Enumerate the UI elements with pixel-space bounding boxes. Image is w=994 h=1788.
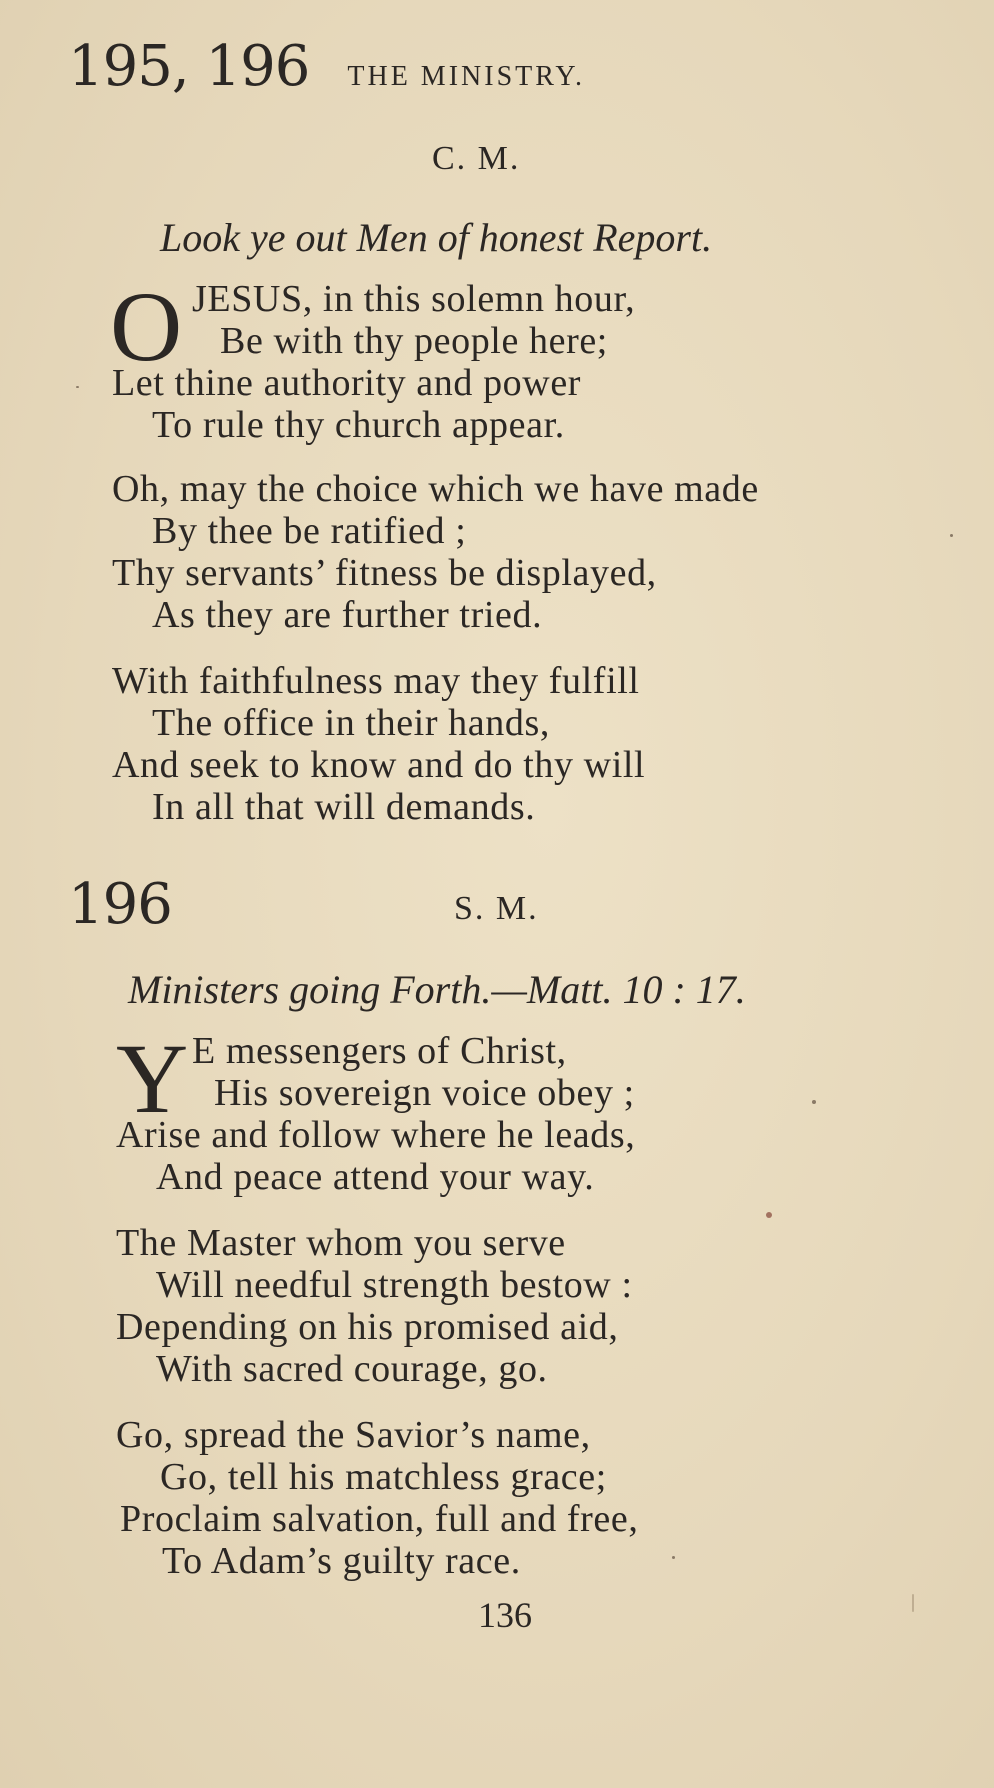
paper-speck (912, 1594, 914, 1612)
stanza-line: In all that will demands. (152, 786, 536, 828)
section-title: THE MINISTRY. (347, 61, 585, 92)
hymn-196-meter: S. M. (454, 890, 539, 927)
paper-speck (766, 1212, 772, 1218)
running-head (68, 34, 585, 106)
stanza-line: His sovereign voice obey ; (214, 1072, 635, 1114)
stanza-line: With sacred courage, go. (156, 1348, 548, 1390)
stanza-line: Proclaim salvation, full and free, (120, 1498, 639, 1540)
stanza-line: E messengers of Christ, (192, 1030, 567, 1072)
stanza-line: The office in their hands, (152, 702, 550, 744)
stanza-line: With faithfulness may they fulfill (112, 660, 640, 702)
stanza-line: To Adam’s guilty race. (162, 1540, 521, 1582)
hymn-numbers: 195, 196 (68, 34, 310, 99)
stanza-line: The Master whom you serve (116, 1222, 566, 1264)
stanza-line: Go, spread the Savior’s name, (116, 1414, 591, 1456)
stanza-line: Oh, may the choice which we have made (112, 468, 759, 510)
hymn-196-number: 196 (68, 872, 172, 937)
hymn-195-drop-cap: O (110, 271, 183, 382)
paper-speck (950, 534, 953, 537)
stanza-line: By thee be ratified ; (152, 510, 467, 552)
stanza-line: Will needful strength bestow : (156, 1264, 633, 1306)
paper-speck (76, 386, 79, 388)
paper-speck (812, 1100, 816, 1104)
hymn-195-subtitle: Look ye out Men of honest Report. (160, 215, 713, 260)
stanza-line: And peace attend your way. (156, 1156, 595, 1198)
stanza-line: Arise and follow where he leads, (116, 1114, 636, 1156)
paper-speck (672, 1556, 675, 1559)
stanza-line: Thy servants’ fitness be displayed, (112, 552, 657, 594)
hymn-195-meter: C. M. (432, 140, 521, 177)
stanza-line: As they are further tried. (152, 594, 543, 636)
stanza-line: JESUS, in this solemn hour, (192, 278, 636, 320)
stanza-line: Go, tell his matchless grace; (160, 1456, 607, 1498)
page-number: 136 (478, 1595, 532, 1635)
stanza-line: Let thine authority and power (112, 362, 582, 404)
stanza-line: Depending on his promised aid, (116, 1306, 619, 1348)
hymn-196-drop-cap: Y (116, 1023, 189, 1134)
stanza-line: To rule thy church appear. (152, 404, 565, 446)
stanza-line: Be with thy people here; (220, 320, 608, 362)
stanza-line: And seek to know and do thy will (112, 744, 646, 786)
hymn-196-subtitle: Ministers going Forth.—Matt. 10 : 17. (128, 967, 746, 1012)
